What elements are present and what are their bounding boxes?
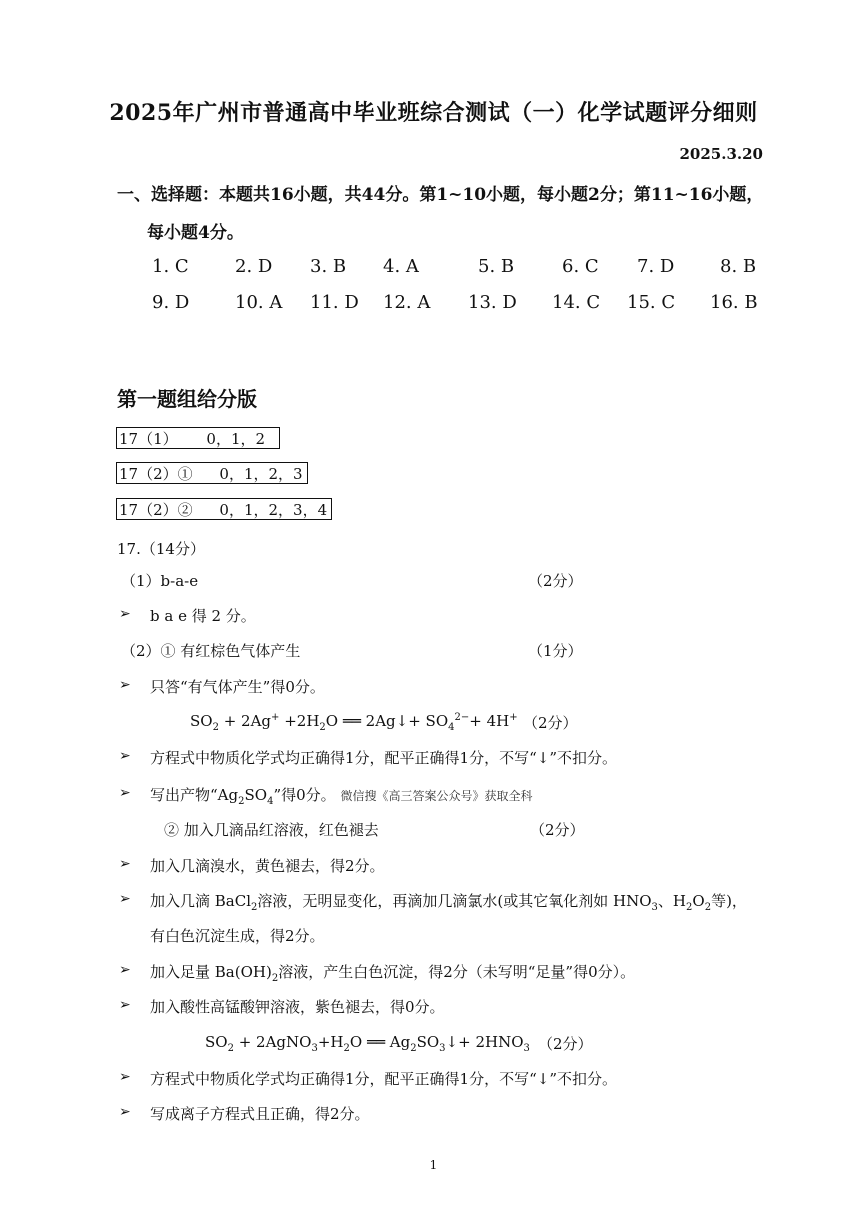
points-label: （2分）: [538, 1035, 593, 1053]
score-box-17-1: [116, 427, 280, 449]
answer-item: 4. A: [383, 256, 419, 277]
answer-part-2-2: ② 加入几滴品红溶液，红色褪去: [164, 821, 379, 839]
bullet-arrow-icon: ➢: [119, 606, 131, 622]
scoring-note: 加入酸性高锰酸钾溶液，紫色褪去，得0分。: [150, 998, 445, 1016]
answer-item: 5. B: [478, 256, 515, 277]
page-title: 2025年广州市普通高中毕业班综合测试（一）化学试题评分细则: [109, 100, 758, 126]
points-label: （2分）: [528, 572, 583, 590]
page-number: 1: [429, 1158, 438, 1172]
bullet-arrow-icon: ➢: [119, 748, 131, 764]
answer-item: 12. A: [383, 292, 431, 313]
answer-item: 10. A: [235, 292, 283, 313]
answer-part-1: （1）b-a-e: [121, 572, 199, 590]
scoring-note: 写出产物“$Ag_2SO_4$”得0分。 微信搜《高三答案公众号》获取全科: [150, 786, 533, 807]
answer-item: 16. B: [710, 292, 758, 313]
scoring-note: 加入几滴溴水，黄色褪去，得2分。: [150, 857, 385, 875]
bullet-arrow-icon: ➢: [119, 997, 131, 1013]
equation-2: $SO_2$ + $2AgNO_3+H_2O$ ══ $Ag_2SO_3↓+ 2HNO_3$: [205, 1033, 530, 1054]
bullet-arrow-icon: ➢: [119, 1104, 131, 1120]
bullet-arrow-icon: ➢: [119, 856, 131, 872]
scoring-note: 加入足量 $Ba(OH)_2$溶液，产生白色沉淀，得2分（未写明“足量”得0分）。: [150, 963, 636, 984]
points-label: （1分）: [528, 642, 583, 660]
points-label: （2分）: [523, 714, 578, 732]
answer-item: 14. C: [552, 292, 601, 313]
bullet-arrow-icon: ➢: [119, 677, 131, 693]
watermark-note: 微信搜《高三答案公众号》获取全科: [340, 789, 533, 803]
answer-part-2-1: （2）① 有红棕色气体产生: [121, 642, 301, 660]
answer-item: 6. C: [562, 256, 599, 277]
answer-item: 1. C: [152, 256, 189, 277]
section-1-instructions: 一、选择题：本题共16小题，共44分。第1~10小题，每小题2分；第11~16小题，: [117, 185, 764, 205]
bullet-arrow-icon: ➢: [119, 962, 131, 978]
scoring-note-cont: 有白色沉淀生成，得2分。: [150, 927, 325, 945]
score-box-values: 0，1，2: [206, 430, 266, 448]
answer-item: 3. B: [310, 256, 347, 277]
bullet-arrow-icon: ➢: [119, 891, 131, 907]
scoring-note: 写成离子方程式且正确，得2分。: [150, 1105, 370, 1123]
answer-item: 7. D: [637, 256, 675, 277]
score-box-17-2-2: [116, 498, 332, 520]
document-date: 2025.3.20: [679, 145, 763, 163]
score-box-values: 0，1，2，3: [219, 465, 303, 483]
answer-item: 15. C: [627, 292, 676, 313]
points-label: （2分）: [530, 821, 585, 839]
score-box-label: 17（2）②: [119, 501, 193, 519]
scoring-note: 加入几滴 BaCl$_2$溶液，无明显变化，再滴加几滴氯水(或其它氧化剂如 $HNO_3$、$H_2O_2$等)，: [150, 892, 747, 913]
answer-item: 8. B: [720, 256, 757, 277]
scoring-note: 方程式中物质化学式均正确得1分，配平正确得1分，不写“↓”不扣分。: [150, 749, 617, 767]
group-heading: 第一题组给分版: [117, 387, 257, 411]
question-17-header: 17.（14分）: [117, 540, 205, 558]
answer-item: 2. D: [235, 256, 273, 277]
answer-item: 13. D: [468, 292, 517, 313]
bullet-arrow-icon: ➢: [119, 785, 131, 801]
answer-item: 9. D: [152, 292, 190, 313]
section-1-instructions-cont: 每小题4分。: [147, 223, 244, 243]
bullet-arrow-icon: ➢: [119, 1069, 131, 1085]
score-box-label: 17（2）①: [119, 465, 193, 483]
scoring-note: b a e 得 2 分。: [150, 607, 256, 625]
score-box-label: 17（1）: [119, 430, 178, 448]
score-box-values: 0，1，2，3，4: [219, 501, 328, 519]
score-box-17-2-1: [116, 462, 308, 484]
answer-item: 11. D: [310, 292, 359, 313]
scoring-note: 只答“有气体产生”得0分。: [150, 678, 325, 696]
equation-1: $SO_2 + 2Ag^+ +2H_2O$ ══ 2Ag↓+ $SO_4^{2-}+ 4H^+$: [190, 712, 518, 733]
scoring-note: 方程式中物质化学式均正确得1分，配平正确得1分，不写“↓”不扣分。: [150, 1070, 617, 1088]
